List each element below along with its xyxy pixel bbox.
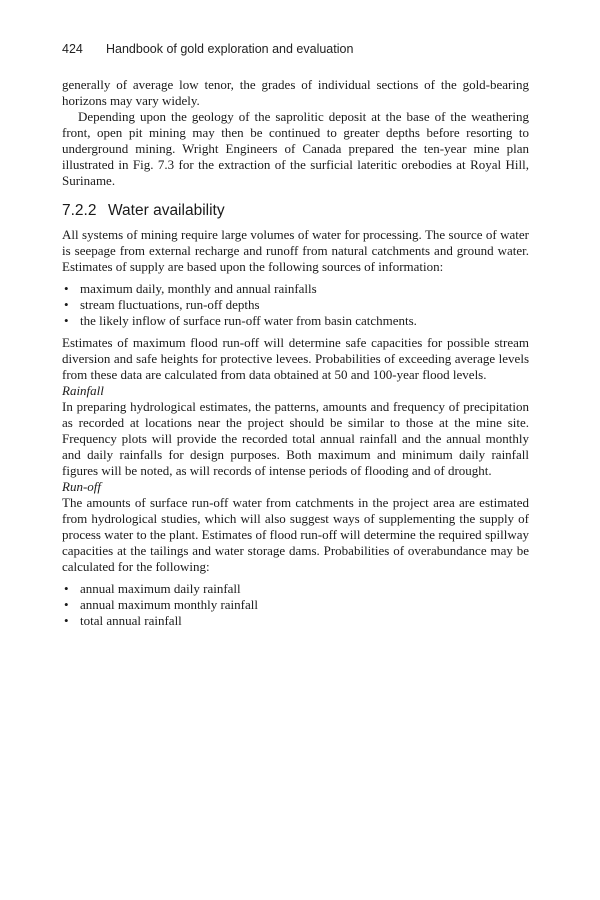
book-title: Handbook of gold exploration and evaluation [106, 42, 354, 56]
rainfall-heading: Rainfall [62, 383, 104, 398]
runoff-paragraph: The amounts of surface run-off water from catchments in the project area are estimated from hydrological studies, which will also suggest ways of supplementing the supply of process water to the plant. Estimates of flood run-off will determine the required spillway capacities at the tailings and water storage dams. Probabilities of overabundance may be calculated for the following: [62, 495, 529, 574]
list-item: • stream fluctuations, run-off depths [64, 297, 260, 312]
bullet-icon: • [64, 281, 69, 296]
bullet-icon: • [64, 297, 69, 312]
bullet-icon: • [64, 613, 69, 628]
intro-paragraph-2: Depending upon the geology of the saprolitic deposit at the base of the weathering front, open pit mining may then be continued to greater depths before resorting to underground mining. Wright Engineers of Canada prepared the ten-year mine plan illustrated in Fig. 7.3 for the extraction of the surficial lateritic orebodies at Royal Hill, Suriname. [62, 109, 529, 188]
page-number: 424 [62, 42, 83, 56]
list-item: • total annual rainfall [64, 613, 182, 628]
bullet-icon: • [64, 597, 69, 612]
section-paragraph-1: All systems of mining require large volumes of water for processing. The source of water is seepage from external recharge and runoff from natural catchments and ground water. Estimates of supply are based upon the following sources of information: [62, 227, 529, 274]
section-title: Water availability [108, 202, 225, 219]
section-paragraph-2: Estimates of maximum flood run-off will determine safe capacities for possible stream diversion and safe heights for protective levees. Probabilities of exceeding average levels from these data are calculated from data obtained at 50 and 100-year flood levels. [62, 335, 529, 382]
list-item: • the likely inflow of surface run-off water from basin catchments. [64, 313, 417, 328]
section-heading [62, 203, 529, 219]
bullet-icon: • [64, 313, 69, 328]
list-item: • maximum daily, monthly and annual rainfalls [64, 281, 317, 296]
running-header [62, 42, 542, 56]
probabilities-list [62, 581, 529, 629]
runoff-heading: Run-off [62, 479, 101, 494]
intro-paragraph-1: generally of average low tenor, the grades of individual sections of the gold-bearing horizons may vary widely. [62, 77, 529, 108]
list-item: • annual maximum monthly rainfall [64, 597, 258, 612]
section-number: 7.2.2 [62, 202, 97, 219]
bullet-icon: • [64, 581, 69, 596]
page-body [62, 77, 529, 635]
list-item: • annual maximum daily rainfall [64, 581, 241, 596]
water-sources-list [62, 281, 529, 329]
rainfall-paragraph: In preparing hydrological estimates, the patterns, amounts and frequency of precipitation as recorded at locations near the project should be similar to those at the mine site. Frequency plots will provide the recorded total annual rainfall and the annual monthly and daily rainfalls for design purposes. Both maximum and minimum daily rainfall figures will be noted, as will records of intense periods of flooding and of drought. [62, 399, 529, 478]
